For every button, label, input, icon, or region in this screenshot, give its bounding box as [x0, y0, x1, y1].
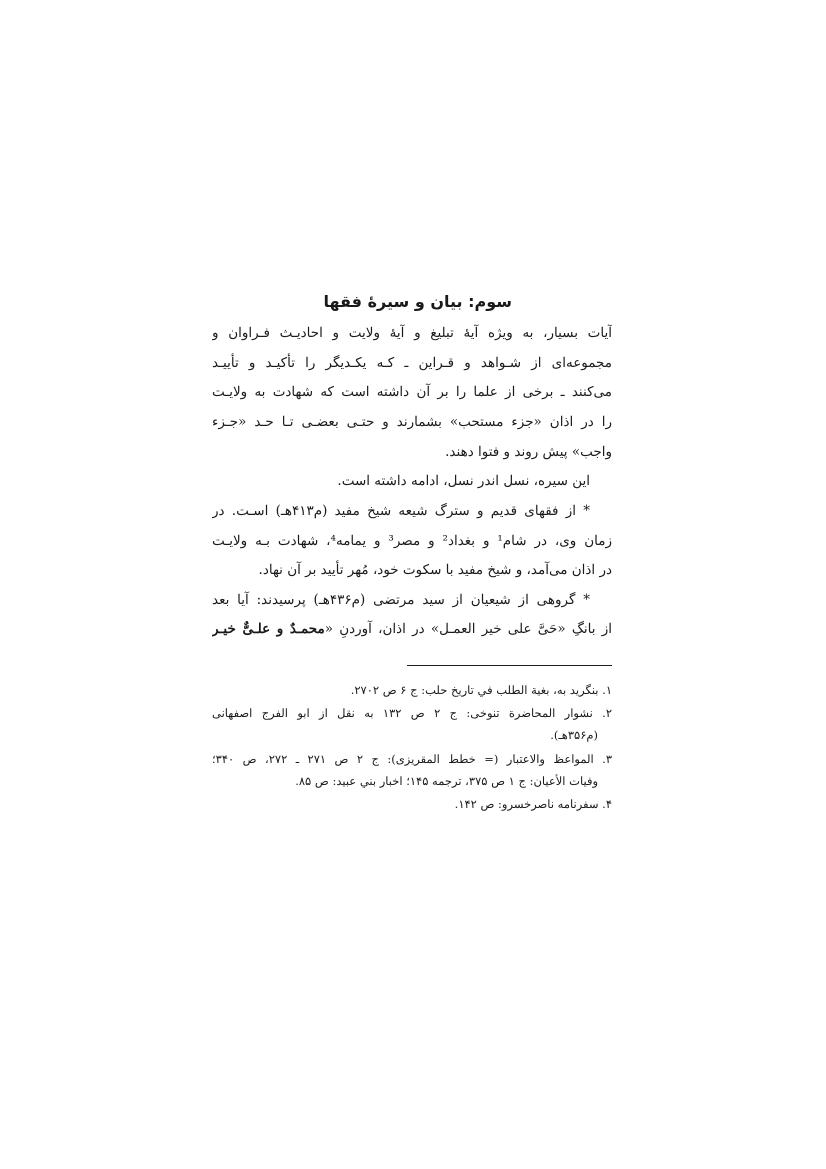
footnote: ۲. نشوار المحاضرة تنوخی: ج ۲ ص ۱۳۲ به نقل از ابو الفرج اصفهانی	[212, 706, 612, 720]
body-line-bold-text: محمـدٌ و علـیٌّ خیـر	[212, 621, 325, 637]
footnote: ۱. بنگرید به، بغیة الطلب في تاریخ حلب: ج ۶ ص ۲۷۰۲.	[350, 683, 612, 697]
body-line-text: از بانگِ «حَیَّ علی خیر العمـل» در اذان، آوردنِ «	[324, 621, 612, 637]
body-line: این سیره، نسل اندر نسل، ادامه داشته است.	[337, 473, 590, 489]
footnote: ۴. سفرنامه ناصرخسرو: ص ۱۴۲.	[454, 797, 612, 811]
body-line: می‌کنند ـ برخی از علما را بر آن داشته است که شهادت به ولایـت	[212, 384, 612, 400]
body-line: آیات بسیار، به ویژه آیهٔ تبلیغ و آیهٔ ولایت و احادیـث فـراوان و	[212, 325, 612, 341]
footnote: ۳. المواعظ والاعتبار (= خطط المقریزی): ج ۲ ص ۲۷۱ ـ ۲۷۲، ص ۳۴۰؛	[212, 752, 612, 766]
body-line: * از فقهای قدیم و سترگ شیعه شیخ مفید (م۴۱۳هـ) اسـت. در	[212, 503, 590, 519]
body-line: را در اذان «جزء مستحب» بشمارند و حتـی بعضـی تـا حـد «جـزء	[212, 414, 612, 430]
body-line: مجموعه‌ای از شـواهد و قـراین ـ کـه یکـدیگر را تأکیـد و تأییـد	[212, 355, 612, 371]
footnote-divider	[407, 665, 612, 666]
body-line: * گروهی از شیعیان از سید مرتضی (م۴۳۶هـ) پرسیدند: آیا بعد	[212, 592, 590, 608]
footnote: (م۳۵۶هـ).	[550, 728, 598, 742]
book-page	[212, 285, 612, 811]
body-line	[212, 619, 612, 639]
body-line: واجب» پیش روند و فتوا دهند.	[445, 444, 612, 460]
footnote: وفیات الأعیان: ج ۱ ص ۳۷۵، ترجمه ۱۴۵؛ اخبار بني عبید: ص ۸۵.	[295, 774, 598, 788]
section-heading: سوم: بیان و سیرهٔ فقها	[323, 292, 512, 311]
body-line: زمان وی، در شام¹ و بغداد² و مصر³ و یمامه⁴، شهادت بـه ولایـت	[212, 533, 612, 549]
body-line: در اذان می‌آمد، و شیخ مفید با سکوت خود، مُهر تأیید بر آن نهاد.	[258, 562, 612, 578]
